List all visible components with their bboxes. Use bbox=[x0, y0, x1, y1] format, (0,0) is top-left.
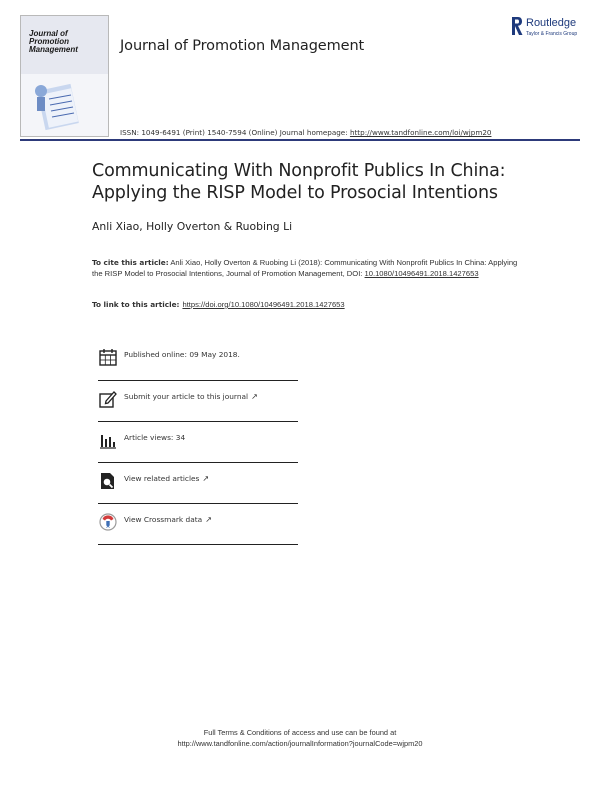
cover-journal-name: Journal of Promotion Management bbox=[29, 29, 78, 54]
terms-footer bbox=[100, 727, 500, 749]
doi-link[interactable]: 10.1080/10496491.2018.1427653 bbox=[364, 269, 479, 279]
journal-homepage-link[interactable]: http://www.tandfonline.com/loi/wjpm20 bbox=[349, 128, 492, 137]
publisher-logo bbox=[511, 16, 589, 42]
external-link-icon: ↗ bbox=[251, 392, 258, 401]
crossmark-icon bbox=[98, 512, 118, 532]
header-divider bbox=[20, 139, 580, 141]
submit-article-link[interactable]: Submit your article to this journal bbox=[124, 392, 249, 401]
article-link-block bbox=[92, 300, 345, 309]
terms-url-link[interactable]: http://www.tandfonline.com/action/journalInformation?journalCode=wjpm20 bbox=[177, 739, 423, 748]
info-divider bbox=[98, 544, 298, 545]
external-link-icon: ↗ bbox=[202, 474, 210, 483]
issn-text: ISSN: 1049-6491 (Print) 1540-7594 (Online) Journal homepage: bbox=[120, 128, 350, 137]
citation-label: To cite this article: bbox=[92, 258, 169, 267]
info-divider bbox=[98, 462, 298, 463]
journal-cover-thumbnail bbox=[20, 15, 109, 137]
submit-article-row[interactable] bbox=[98, 383, 298, 415]
info-divider bbox=[98, 421, 298, 422]
cover-artwork bbox=[31, 79, 86, 131]
issn-line bbox=[120, 128, 491, 137]
article-title: Communicating With Nonprofit Publics In China: Applying the RISP Model to Prosocial Intentions bbox=[92, 161, 506, 203]
edit-icon bbox=[98, 389, 118, 409]
citation-text: Anli Xiao, Holly Overton & Ruobing Li (2018): Communicating With Nonprofit Publics In China: Applying the RISP Model to Prosocial Intentions, Journal of Promotion Management, DOI: bbox=[92, 258, 518, 279]
calendar-icon bbox=[98, 347, 118, 367]
related-articles-row[interactable] bbox=[98, 465, 298, 497]
document-search-icon bbox=[98, 471, 118, 491]
citation-block bbox=[92, 257, 522, 280]
info-divider bbox=[98, 503, 298, 504]
article-views-text: Article views: 34 bbox=[124, 433, 186, 442]
info-divider bbox=[98, 380, 298, 381]
article-authors: Anli Xiao, Holly Overton & Ruobing Li bbox=[92, 220, 293, 233]
related-articles-link[interactable]: View related articles bbox=[124, 474, 200, 483]
published-online-text: Published online: 09 May 2018. bbox=[124, 350, 240, 359]
crossmark-row[interactable] bbox=[98, 506, 298, 538]
publisher-tagline: Taylor & Francis Group bbox=[526, 31, 578, 37]
routledge-r-icon bbox=[511, 16, 523, 36]
link-label: To link to this article: bbox=[92, 300, 180, 309]
terms-text: Full Terms & Conditions of access and use can be found at bbox=[203, 728, 397, 737]
article-views-row bbox=[98, 424, 298, 456]
crossmark-link[interactable]: View Crossmark data bbox=[124, 515, 203, 524]
journal-title: Journal of Promotion Management bbox=[120, 38, 365, 54]
article-doi-url-link[interactable]: https://doi.org/10.1080/10496491.2018.1427653 bbox=[182, 300, 345, 309]
published-online-row bbox=[98, 341, 298, 373]
publisher-name: Routledge bbox=[526, 17, 577, 29]
bar-chart-icon bbox=[98, 430, 118, 450]
external-link-icon: ↗ bbox=[205, 515, 212, 524]
